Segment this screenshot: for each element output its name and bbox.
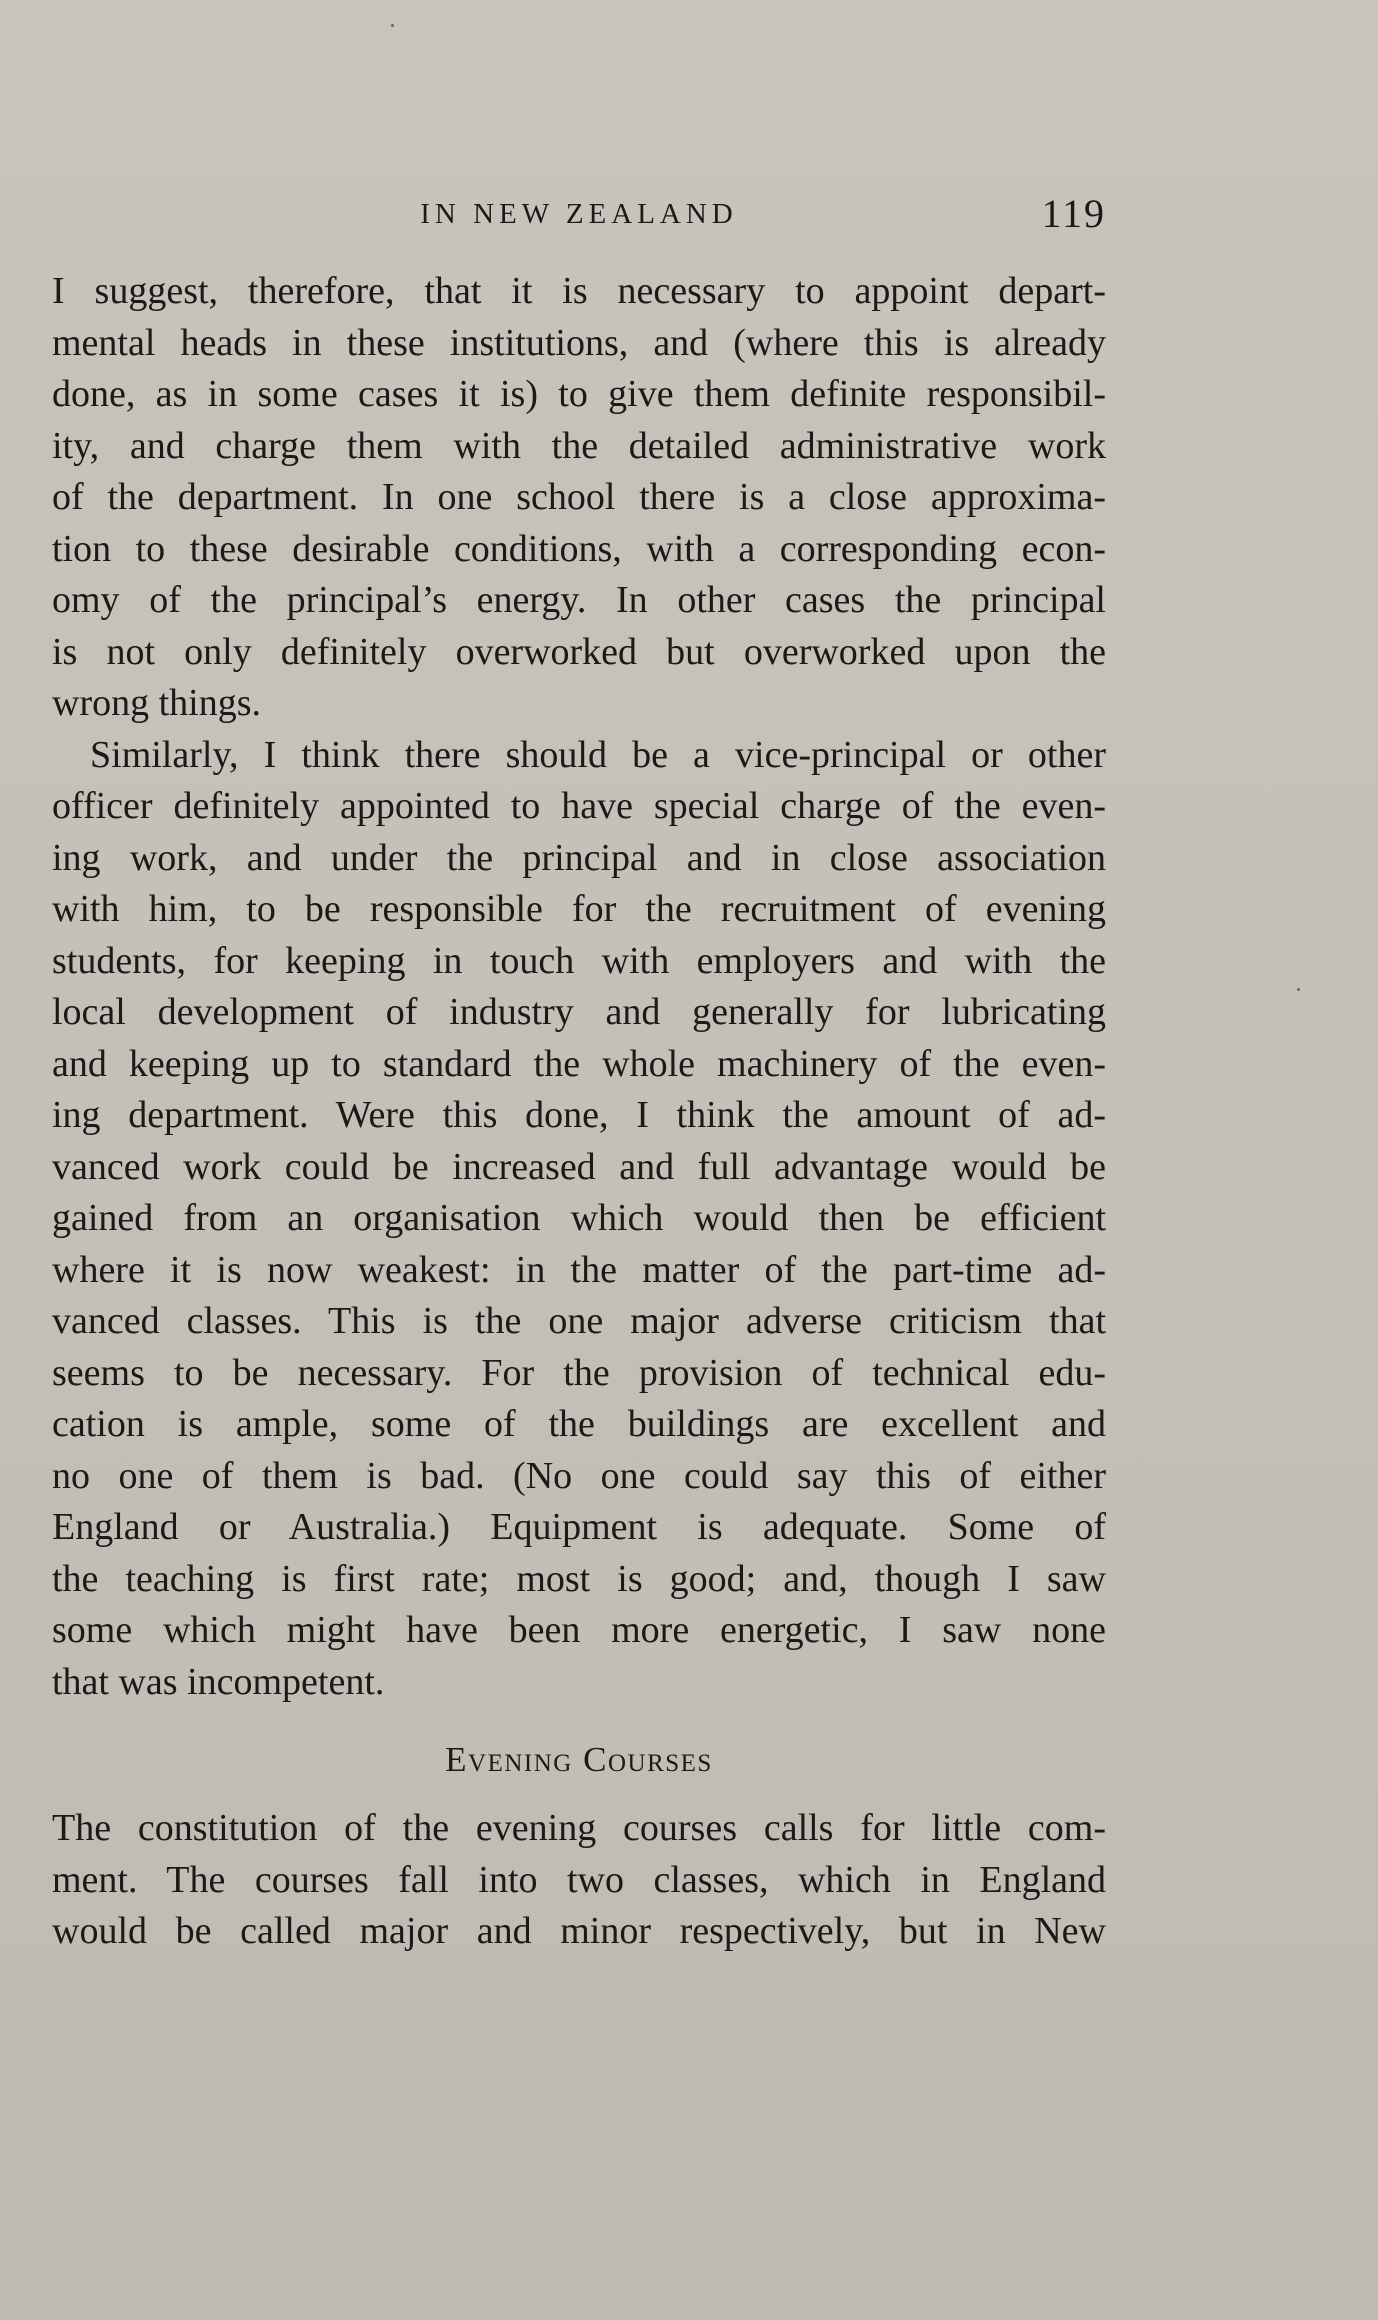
text-line: with him, to be responsible for the recruitment of evening <box>52 888 1106 930</box>
text-line: ing work, and under the principal and in close association <box>52 836 1106 879</box>
text-line: seems to be necessary. For the provision of technical edu- <box>52 1351 1106 1394</box>
text-line: local development of industry and generally for lubricating <box>52 991 1106 1033</box>
text-line: ity, and charge them with the detailed administrative work <box>52 424 1106 467</box>
text-line: no one of them is bad. (No one could say this of either <box>52 1454 1106 1497</box>
text-line: students, for keeping in touch with employers and with the <box>52 939 1106 982</box>
text-line: ment. The courses fall into two classes, which in England <box>52 1858 1106 1901</box>
text-line: that was incompetent. <box>52 1660 385 1703</box>
text-line: officer definitely appointed to have special charge of the even- <box>52 785 1106 827</box>
page-header <box>52 190 1106 240</box>
text-line: omy of the principal’s energy. In other cases the principal <box>52 579 1106 621</box>
text-line: mental heads in these institutions, and (where this is already <box>52 321 1106 364</box>
text-line: tion to these desirable conditions, with a corresponding econ- <box>52 527 1106 570</box>
text-line: and keeping up to standard the whole machinery of the even- <box>52 1042 1106 1085</box>
text-line: done, as in some cases it is) to give them definite responsibil- <box>52 373 1106 415</box>
text-line: some which might have been more energetic, I saw none <box>52 1609 1106 1651</box>
paragraph-3 <box>52 1803 1106 1958</box>
paper-speck <box>391 24 394 27</box>
text-line: vanced work could be increased and full advantage would be <box>52 1145 1106 1188</box>
text-line: The constitution of the evening courses calls for little com- <box>52 1807 1106 1849</box>
text-line: is not only definitely overworked but overworked upon the <box>52 630 1106 673</box>
text-line: gained from an organisation which would then be efficient <box>52 1197 1106 1239</box>
text-line: the teaching is first rate; most is good; and, though I saw <box>52 1557 1106 1600</box>
text-line: of the department. In one school there is a close approxima- <box>52 476 1106 518</box>
page-number: 119 <box>1041 191 1106 236</box>
text-line: I suggest, therefore, that it is necessary to appoint depart- <box>52 270 1106 312</box>
body-text <box>52 266 1106 1958</box>
paragraph-2 <box>52 730 1106 1709</box>
text-line: where it is now weakest: in the matter of the part-time ad- <box>52 1248 1106 1291</box>
text-line: ing department. Were this done, I think the amount of ad- <box>52 1094 1106 1136</box>
section-heading: Evening Courses <box>445 1740 713 1779</box>
paragraph-1 <box>52 266 1106 730</box>
text-line: would be called major and minor respectively, but in New <box>52 1910 1106 1952</box>
text-line: vanced classes. This is the one major adverse criticism that <box>52 1300 1106 1342</box>
text-line: wrong things. <box>52 682 261 724</box>
running-head: IN NEW ZEALAND <box>420 198 738 230</box>
text-line: England or Australia.) Equipment is adequate. Some of <box>52 1506 1106 1548</box>
paper-speck <box>1297 988 1300 991</box>
text-line: cation is ample, some of the buildings are excellent and <box>52 1403 1106 1445</box>
text-line: Similarly, I think there should be a vice-principal or other <box>90 733 1106 776</box>
